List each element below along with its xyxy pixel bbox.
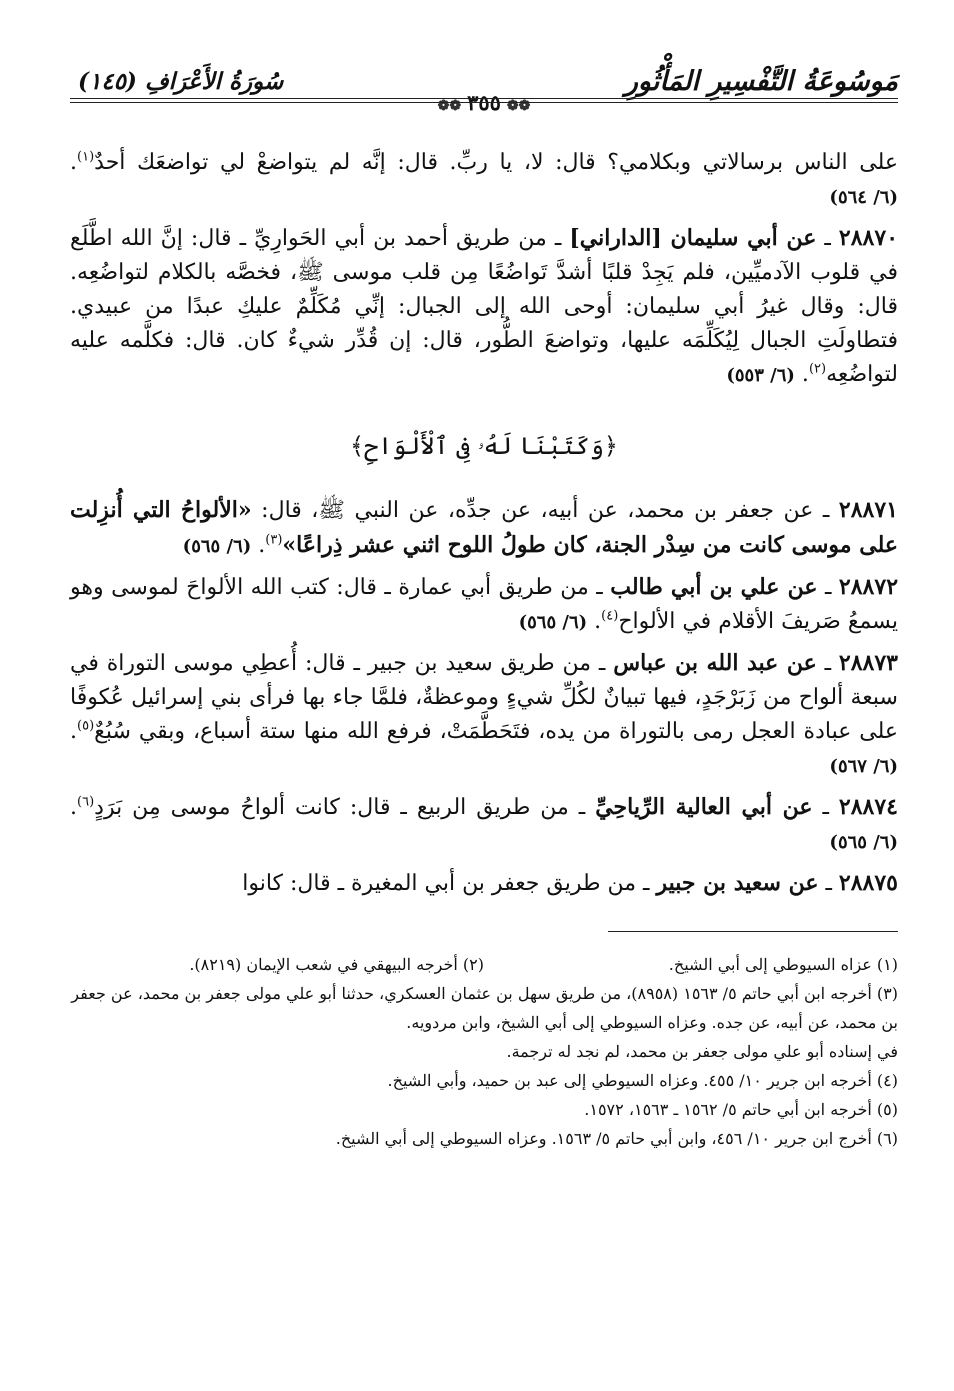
footnote-4: (٤) أخرجه ابن جرير ١٠/ ٤٥٥. وعزاه السيوطي إلى عبد بن حميد، وأبي الشيخ. (387, 1071, 898, 1090)
athar-text: من طريق جعفر بن أبي المغيرة ـ قال: كانوا (242, 871, 637, 896)
athar-intro: عن جعفر بن محمد، عن أبيه، عن جدِّه، عن النبي ﷺ، قال: (261, 498, 814, 523)
footnote-3-note: في إسناده أبو علي مولى جعفر بن محمد، لم نجد له ترجمة. (506, 1042, 898, 1061)
footnote-marker: (٣) (265, 532, 283, 548)
footnote-marker: (٦) (77, 794, 95, 810)
athar-number: ٢٨٨٧٢ (838, 574, 899, 600)
paragraph-continuation: على الناس برسالاتي وبكلامي؟ قال: لا، يا ربِّ. قال: إنَّه لم يتواضعْ لي تواضعَك أحدٌ$^{(١)}$. (٦/ ٥٦٤) (70, 149, 898, 208)
footnote-5: (٥) أخرجه ابن أبي حاتم ٥/ ١٥٦٢ ـ ١٥٦٣، ١٥٧٢. (584, 1100, 898, 1119)
surah-reference: سُورَةُ الأَعْرَافِ (١٤٥) (78, 68, 284, 95)
cross-reference: (٦/ ٥٦٥) (518, 612, 588, 633)
hadith-text: «الألواحُ التي أُنزِلت على موسى كانت من سِدْر الجنة، كان طولُ اللوح اثني عشر ذِراعًا» (70, 497, 898, 558)
footnote-3: (٣) أخرجه ابن أبي حاتم ٥/ ١٥٦٣ (٨٩٥٨)، من طريق سهل بن عثمان العسكري، حدثنا أبو علي مولى جعفر بن محمد، عن جعفر بن محمد، عن أبيه، عن جده. وعزاه السيوطي إلى أبي الشيخ، وابن مردويه. (71, 984, 898, 1032)
athar-text: من طريق أبي عمارة ـ قال: كتب الله الألواحَ لموسى وهو يسمعُ صَريفَ الأقلام في الألواح (70, 575, 898, 634)
footnote-marker: (٥) (77, 718, 95, 734)
athar-28875: ٢٨٨٧٥ ـ عن سعيد بن جبير ـ من طريق جعفر بن أبي المغيرة ـ قال: كانوا (242, 870, 898, 896)
footnote-separator (608, 931, 898, 932)
ornament-icon: ❁❁ (506, 98, 531, 114)
narrator: عن أبي العالية الرِّياحِيِّ (595, 794, 813, 820)
narrator: عن علي بن أبي طالب (610, 574, 818, 600)
cross-reference: (٦/ ٥٥٣) (726, 365, 795, 386)
athar-number: ٢٨٨٧١ (838, 497, 898, 523)
footnote-2: (٢) أخرجه البيهقي في شعب الإيمان (٨٢١٩). (189, 955, 484, 974)
athar-28874: ٢٨٨٧٤ ـ عن أبي العالية الرِّياحِيِّ ـ من طريق الربيع ـ قال: كانت ألواحُ موسى مِن بَرَدٍ$^{(٦)}$. (٦/ ٥٦٥) (70, 794, 898, 853)
footnote-1: (١) عزاه السيوطي إلى أبي الشيخ. (668, 955, 898, 974)
athar-number: ٢٨٨٧٣ (838, 650, 898, 676)
footnotes (70, 950, 898, 1153)
series-title: مَوسُوعَةُ التَّفْسِيرِ المَأْثُورِ (624, 66, 898, 97)
ornament-icon: ❁❁ (437, 98, 462, 114)
athar-number: ٢٨٨٧٤ (838, 794, 898, 820)
athar-28872: ٢٨٨٧٢ ـ عن علي بن أبي طالب ـ من طريق أبي عمارة ـ قال: كتب الله الألواحَ لموسى وهو يسمعُ صَريفَ الأقلام في الألواح$^{(٤)}$. (٦/ ٥٦٥) (70, 574, 899, 634)
athar-28870: ٢٨٨٧٠ ـ عن أبي سليمان [الداراني] ـ من طريق أحمد بن أبي الحَوارِيِّ ـ قال: إنَّ الله اطَّلَع في قلوب الآدميِّين، فلم يَجِدْ قلبًا أشدَّ تَواضُعًا مِن قلب موسى ﷺ، فخصَّه بالكلام لتواضُعِه. قال: وقال غيرُ أبي سليمان: أوحى الله إلى الجبال: إنِّي مُكَلِّمٌ عليكِ عبدًا من عبيدي. فتطاولَتِ الجبال لِيُكَلِّمَه عليها، وتواضعَ الطُّور، قال: إن قُدِّر شيءٌ كان. قال: فكلَّمه عليه لتواضُعِه$^{(٢)}$. (٦/ ٥٥٣) (70, 225, 899, 387)
narrator: عن عبد الله بن عباس (613, 650, 817, 676)
page-number: ٣٥٥ (467, 90, 501, 115)
athar-number: ٢٨٨٧٥ (838, 870, 898, 896)
athar-text: من طريق أحمد بن أبي الحَوارِيِّ ـ قال: إنَّ الله اطَّلَع في قلوب الآدميِّين، فلم يَجِدْ قلبًا أشدَّ تَواضُعًا مِن قلب موسى ﷺ، فخصَّه بالكلام لتواضُعِه. قال: وقال غيرُ أبي سليمان: أوحى الله إلى الجبال: إنِّي مُكَلِّمٌ عليكِ عبدًا من عبيدي. فتطاولَتِ الجبال لِيُكَلِّمَه عليها، وتواضعَ الطُّور، قال: إن قُدِّر شيءٌ كان. قال: فكلَّمه عليه لتواضُعِه (70, 226, 898, 387)
athar-number: ٢٨٨٧٠ (838, 225, 899, 251)
athar-text: من طريق سعيد بن جبير ـ قال: أُعطِي موسى التوراة في سبعة ألواح من زَبَرْجَدٍ، فيها تبيانٌ لكُلِّ شيءٍ وموعظةٌ، فلمَّا جاء بها فرأى بني إسرائيل عُكوفًا على عبادة العجل رمى بالتوراة من يده، فتَحَطَّمَتْ، فرفع الله منها ستة أسباع، وبقي سُبُعٌ (70, 651, 898, 744)
narrator: عن سعيد بن جبير (656, 870, 819, 896)
footnote-row (70, 950, 898, 979)
cross-reference: (٦/ ٥٦٧) (829, 756, 898, 777)
cross-reference: (٦/ ٥٦٥) (182, 536, 252, 557)
narrator: عن أبي سليمان [الداراني] (569, 225, 817, 251)
athar-28871: ٢٨٨٧١ ـ عن جعفر بن محمد، عن أبيه، عن جدِّه، عن النبي ﷺ، قال: «الألواحُ التي أُنزِلت على موسى كانت من سِدْر الجنة، كان طولُ اللوح اثني عشر ذِراعًا»$^{(٣)}$. (٦/ ٥٦٥) (70, 497, 898, 558)
book-page (70, 62, 898, 1153)
footnote-marker: (١) (77, 149, 95, 165)
cross-reference: (٦/ ٥٦٥) (829, 832, 898, 853)
main-text (70, 146, 898, 901)
ayah-heading: ﴿وَكَتَبْنَا لَهُۥ فِى ٱلْأَلْوَاحِ﴾ (350, 432, 618, 460)
footnote-6: (٦) أخرج ابن جرير ١٠/ ٤٥٦، وابن أبي حاتم ٥/ ١٥٦٣. وعزاه السيوطي إلى أبي الشيخ. (335, 1129, 898, 1148)
paragraph-text: على الناس برسالاتي وبكلامي؟ قال: لا، يا ربِّ. قال: إنَّه لم يتواضعْ لي تواضعَك أحدٌ (94, 150, 898, 175)
athar-text: من طريق الربيع ـ قال: كانت ألواحُ موسى مِن بَرَدٍ (94, 795, 569, 820)
page-header (70, 62, 898, 120)
cross-reference: (٦/ ٥٦٤) (829, 187, 898, 208)
footnote-marker: (٤) (601, 608, 619, 624)
footnote-marker: (٢) (808, 361, 827, 377)
header-rule-thin (70, 102, 898, 103)
header-rule (70, 98, 898, 99)
athar-28873: ٢٨٨٧٣ ـ عن عبد الله بن عباس ـ من طريق سعيد بن جبير ـ قال: أُعطِي موسى التوراة في سبعة ألواح من زَبَرْجَدٍ، فيها تبيانٌ لكُلِّ شيءٍ وموعظةٌ، فلمَّا جاء بها فرأى بني إسرائيل عُكوفًا على عبادة العجل رمى بالتوراة من يده، فتَحَطَّمَتْ، فرفع الله منها ستة أسباع، وبقي سُبُعٌ$^{(٥)}$. (٦/ ٥٦٧) (70, 650, 898, 777)
